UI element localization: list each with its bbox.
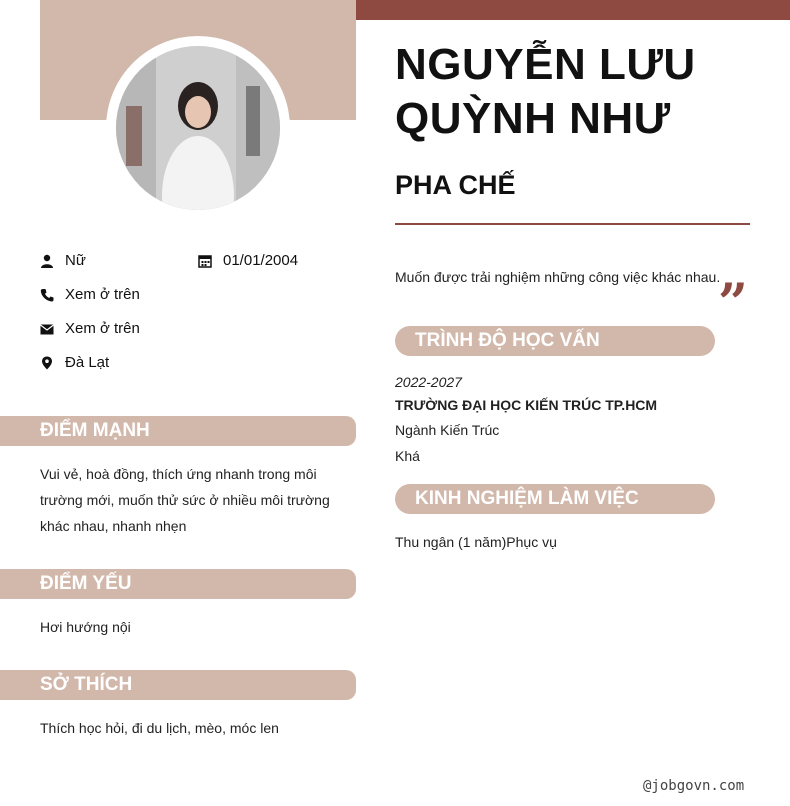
education-heading-bar [395, 326, 715, 356]
career-objective: Muốn được trải nghiệm những công việc khác nhau. [395, 269, 721, 285]
address-value: Đà Lạt [65, 354, 110, 371]
strengths-heading-bar [0, 416, 356, 446]
strengths-line: Vui vẻ, hoà đồng, thích ứng nhanh trong môi [40, 466, 317, 482]
candidate-name [395, 38, 775, 146]
envelope-icon [40, 322, 54, 336]
gender-value: Nữ [65, 252, 86, 269]
hobbies-heading: SỞ THÍCH [40, 674, 133, 695]
weaknesses-heading-bar [0, 569, 356, 599]
birthday-value: 01/01/2004 [223, 252, 299, 269]
phone-value: Xem ở trên [65, 286, 140, 303]
map-pin-icon [40, 356, 54, 370]
email-value: Xem ở trên [65, 320, 140, 337]
contact-birthday [198, 252, 298, 269]
strengths-line: khác nhau, nhanh nhẹn [40, 518, 187, 534]
title-divider [395, 223, 750, 225]
education-school: TRƯỜNG ĐẠI HỌC KIẾN TRÚC TP.HCM [395, 397, 658, 413]
weaknesses-heading: ĐIỂM YẾU [40, 573, 132, 594]
phone-icon [40, 288, 54, 302]
strengths-text [40, 461, 340, 539]
experience-text: Thu ngân (1 năm)Phục vụ [395, 534, 557, 550]
contact-address [40, 354, 109, 371]
user-icon [40, 254, 54, 268]
name-line-1: NGUYỄN LƯU [395, 40, 696, 89]
contact-phone [40, 286, 140, 303]
experience-heading-bar [395, 484, 715, 514]
weaknesses-text: Hơi hướng nội [40, 619, 131, 635]
education-heading: TRÌNH ĐỘ HỌC VẤN [415, 330, 600, 351]
avatar [116, 46, 280, 210]
education-years: 2022-2027 [395, 374, 462, 390]
education-major: Ngành Kiến Trúc [395, 422, 500, 438]
education-grade: Khá [395, 448, 420, 464]
job-title: PHA CHẾ [395, 170, 516, 200]
quote-icon: ” [718, 273, 748, 334]
hobbies-heading-bar [0, 670, 356, 700]
footer-watermark: @jobgovn.com [643, 778, 745, 794]
hobbies-text: Thích học hỏi, đi du lịch, mèo, móc len [40, 720, 279, 736]
contact-gender [40, 252, 86, 269]
calendar-icon [198, 254, 212, 268]
experience-heading: KINH NGHIỆM LÀM VIỆC [415, 488, 639, 509]
contact-email [40, 320, 140, 337]
strengths-line: trường mới, muốn thử sức ở nhiều môi trường [40, 492, 330, 508]
header-accent-bar [356, 0, 790, 20]
name-line-2: QUỲNH NHƯ [395, 94, 671, 143]
strengths-heading: ĐIỂM MẠNH [40, 420, 150, 441]
